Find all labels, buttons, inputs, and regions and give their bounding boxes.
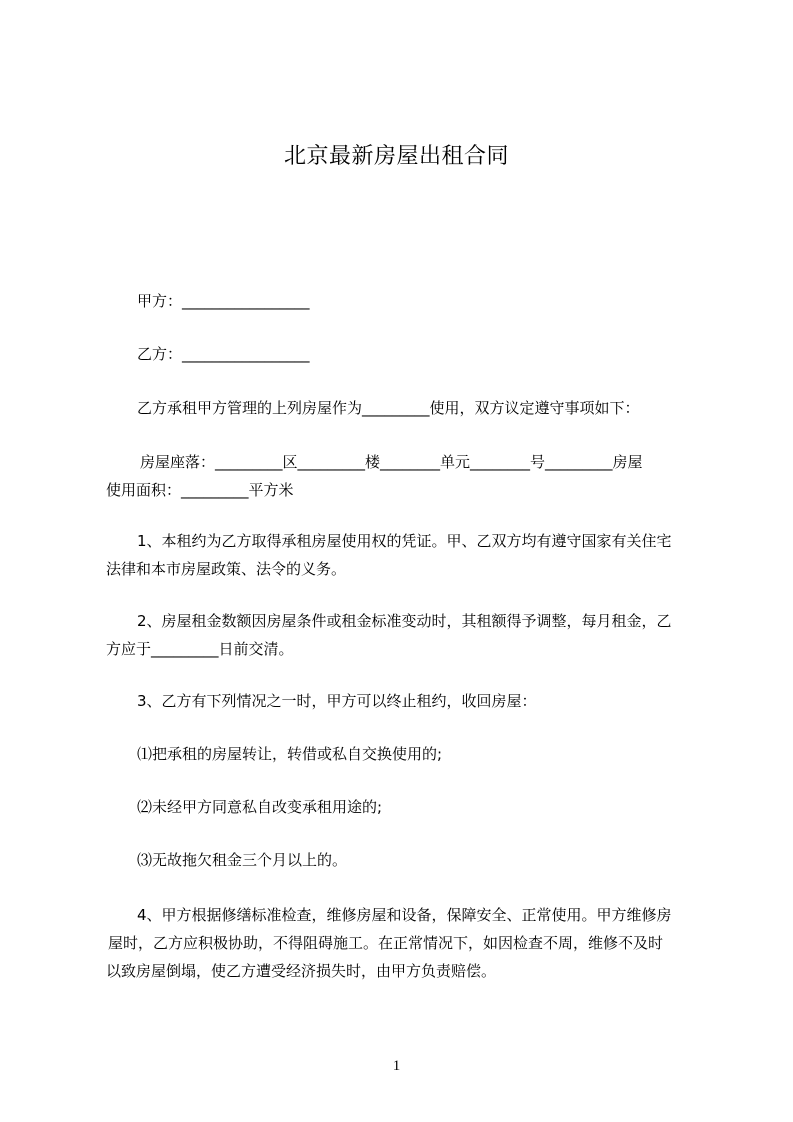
clause-3: 3、乙方有下列情况之一时，甲方可以终止租约，收回房屋： <box>137 692 537 710</box>
location-line-2: 使用面积：_________平方米 <box>106 481 294 499</box>
party-a-line: 甲方：_________________ <box>137 292 310 310</box>
clause-3-item-2: ⑵未经甲方同意私自改变承租用途的; <box>137 798 383 816</box>
party-b-line: 乙方：_________________ <box>137 345 310 363</box>
page-number: 1 <box>392 1058 401 1074</box>
clause-3-item-3: ⑶无故拖欠租金三个月以上的。 <box>137 851 348 869</box>
clause-1-line-1: 1、本租约为乙方取得承租房屋使用权的凭证。甲、乙双方均有遵守国家有关住宅 <box>137 532 672 550</box>
intro-paragraph: 乙方承租甲方管理的上列房屋作为_________使用，双方议定遵守事项如下： <box>137 399 640 417</box>
clause-2-line-1: 2、房屋租金数额因房屋条件或租金标准变动时，其租额得予调整，每月租金，乙 <box>137 612 672 630</box>
location-line-1: 房屋座落：_________区_________楼________单元________号_________房屋 <box>140 453 643 471</box>
clause-1-line-2: 法律和本市房屋政策、法令的义务。 <box>106 560 347 578</box>
clause-4-line-3: 以致房屋倒塌，使乙方遭受经济损失时，由甲方负责赔偿。 <box>106 962 497 980</box>
clause-4-line-1: 4、甲方根据修缮标准检查，维修房屋和设备，保障安全、正常使用。甲方维修房 <box>137 906 672 924</box>
clause-2-line-2: 方应于_________日前交清。 <box>106 640 294 658</box>
document-title: 北京最新房屋出租合同 <box>283 144 509 169</box>
clause-4-line-2: 屋时，乙方应积极协助，不得阻碍施工。在正常情况下，如因检查不周，维修不及时 <box>108 934 664 952</box>
clause-3-item-1: ⑴把承租的房屋转让，转借或私自交换使用的; <box>137 745 443 763</box>
